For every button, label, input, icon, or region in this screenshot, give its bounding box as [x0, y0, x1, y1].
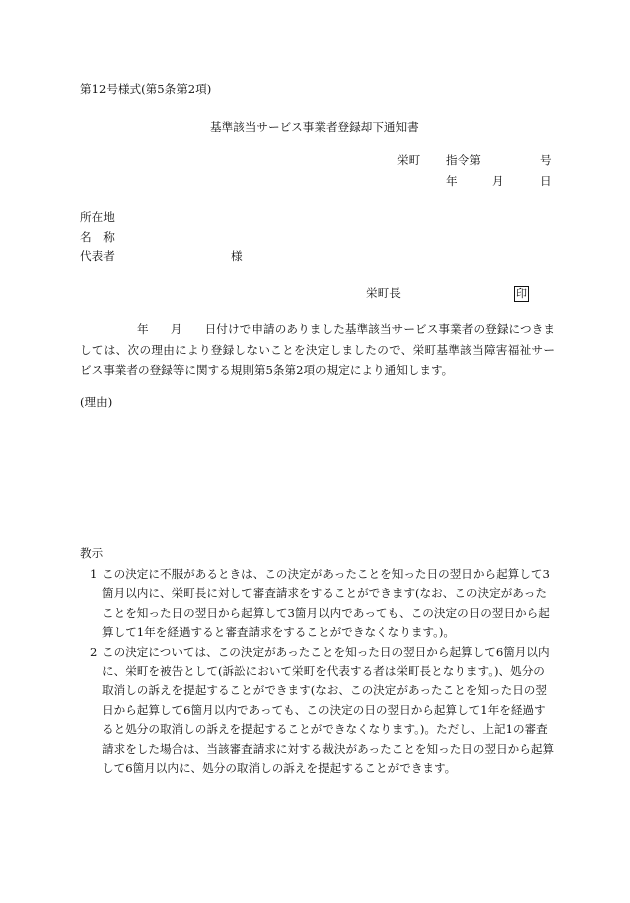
representative-label: 代表者: [80, 249, 115, 263]
issue-day: 日: [540, 174, 552, 188]
document-title: 基準該当サービス事業者登録却下通知書: [210, 120, 419, 134]
seal-mark: [514, 286, 529, 302]
notice-item-number: 2: [90, 644, 98, 659]
name-label: 名 称: [80, 230, 115, 244]
notice-item: [80, 643, 556, 779]
body-text: 日付けで申請のありました基準該当サービス事業者の登録につきましては、次の理由により登録しないことを決定しましたので、栄町基準該当障害福祉サービス事業者の登録等に関する規則第5条第2項の規定により通知します。: [80, 322, 555, 377]
issue-town: 栄町: [397, 153, 421, 167]
body-date-month: 月: [170, 322, 183, 336]
address-label: 所在地: [80, 210, 115, 224]
notice-item-text: この決定については、この決定があったことを知った日の翌日から起算して6箇月以内に、栄町を被告として(訴訟において栄町を代表する者は栄町長となります。)、処分の取消しの訴えを提起することができます(なお、この決定があったことを知った日の翌日から起算して6箇月以内であっても、この決定の日の翌日から起算して1年を経過すると処分の取消しの訴えを提起することができなくなります。)。ただし、上記1の審査請求をした場合は、当該審査請求に対する裁決があったことを知った日の翌日から起算して6箇月以内に、処分の取消しの訴えを提起することができます。: [102, 644, 555, 776]
body-date-year: 年: [137, 322, 149, 336]
notice-heading: 教示: [80, 546, 104, 560]
issue-year: 年: [446, 174, 458, 188]
issue-month: 月: [492, 174, 504, 188]
sender-title: 栄町長: [366, 286, 401, 300]
body-paragraph: [80, 319, 555, 381]
form-number: 第12号様式(第5条第2項): [80, 82, 212, 96]
notice-item-text: この決定に不服があるときは、この決定があったことを知った日の翌日から起算して3箇月以内に、栄町長に対して審査請求をすることができます(なお、この決定があったことを知った日の翌日から起算して3箇月以内であっても、この決定の日の翌日から起算して1年を経過すると審査請求をすることができなくなります。)。: [102, 567, 550, 640]
issue-label: 指令第: [446, 153, 481, 167]
notice-item-number: 1: [90, 567, 98, 581]
notice-item: [80, 565, 556, 643]
honorific: 様: [231, 249, 243, 263]
notice-list: [80, 565, 556, 778]
reason-label: (理由): [80, 395, 113, 409]
seal-text: 印: [516, 287, 527, 300]
issue-number-suffix: 号: [540, 153, 552, 167]
